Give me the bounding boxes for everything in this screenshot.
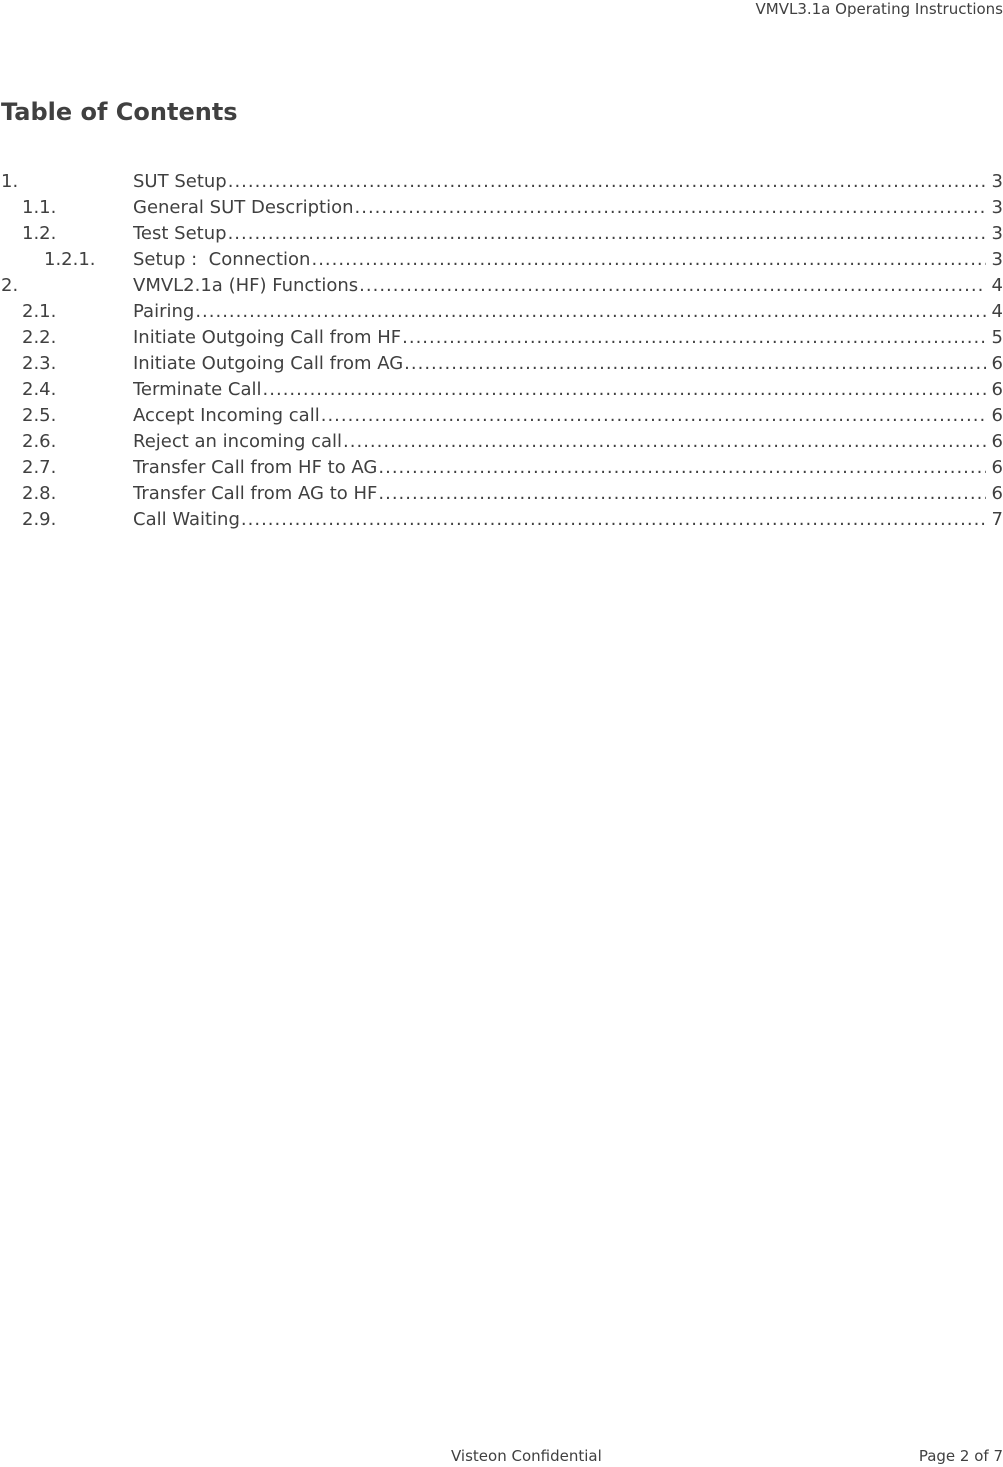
toc-entry[interactable] xyxy=(0,429,1003,455)
toc-dot-leader xyxy=(378,455,985,481)
toc-entry-text: Reject an incoming call xyxy=(133,431,343,452)
toc-entry-number: 2.9. xyxy=(22,509,57,530)
toc-entry-text: Test Setup xyxy=(133,223,227,244)
footer-confidential: Visteon Confidential xyxy=(451,1447,602,1465)
toc-entry-number: 1.2.1. xyxy=(44,249,96,270)
toc-entry-page: 3 xyxy=(991,223,1003,244)
toc-entry[interactable] xyxy=(0,247,1003,273)
toc-entry[interactable] xyxy=(0,195,1003,221)
toc-entry-text: Initiate Outgoing Call from HF xyxy=(133,327,402,348)
toc-entry-page: 6 xyxy=(991,457,1003,478)
toc-entry[interactable] xyxy=(0,169,1003,195)
toc-entry-text: Accept Incoming call xyxy=(133,405,320,426)
toc-entry-text: SUT Setup xyxy=(133,171,227,192)
toc-entry[interactable] xyxy=(0,507,1003,533)
toc-dot-leader xyxy=(378,481,985,507)
toc-entry[interactable] xyxy=(0,221,1003,247)
toc-entry-page: 4 xyxy=(991,275,1003,296)
toc-entry-text: VMVL2.1a (HF) Functions xyxy=(133,275,359,296)
toc-dot-leader xyxy=(404,351,985,377)
toc-dot-leader xyxy=(359,273,985,299)
toc-dot-leader xyxy=(355,195,986,221)
toc-entry-number: 2.4. xyxy=(22,379,57,400)
toc-dot-leader xyxy=(228,169,986,195)
toc-dot-leader xyxy=(241,507,986,533)
toc-entry[interactable] xyxy=(0,273,1003,299)
toc-entry-page: 7 xyxy=(991,509,1003,530)
toc-entry-number: 2.8. xyxy=(22,483,57,504)
toc-entry-number: 1.1. xyxy=(22,197,57,218)
toc-dot-leader xyxy=(195,299,985,325)
toc-entry-text: Transfer Call from AG to HF xyxy=(133,483,378,504)
toc-entry[interactable] xyxy=(0,481,1003,507)
footer-page-number: Page 2 of 7 xyxy=(918,1447,1003,1465)
toc-entry-number: 1.2. xyxy=(22,223,57,244)
toc-dot-leader xyxy=(311,247,985,273)
toc-entry-page: 5 xyxy=(991,327,1003,348)
toc-entry-page: 4 xyxy=(991,301,1003,322)
toc-entry-page: 3 xyxy=(991,171,1003,192)
toc-entry[interactable] xyxy=(0,403,1003,429)
toc-entry[interactable] xyxy=(0,299,1003,325)
toc-entry-page: 3 xyxy=(991,249,1003,270)
toc-entry-text: General SUT Description xyxy=(133,197,354,218)
toc-entry-text: Initiate Outgoing Call from AG xyxy=(133,353,404,374)
toc-entry-text: Setup : Connection xyxy=(133,249,311,270)
toc-entry-page: 6 xyxy=(991,379,1003,400)
toc-entry[interactable] xyxy=(0,351,1003,377)
toc-entry-number: 2.2. xyxy=(22,327,57,348)
toc-entry-text: Transfer Call from HF to AG xyxy=(133,457,378,478)
toc-entry-number: 2.5. xyxy=(22,405,57,426)
toc-entry-text: Pairing xyxy=(133,301,195,322)
toc-entry-page: 3 xyxy=(991,197,1003,218)
toc-dot-leader xyxy=(228,221,986,247)
toc-dot-leader xyxy=(263,377,986,403)
document-header-title: VMVL3.1a Operating Instructions xyxy=(755,0,1003,18)
toc-entry-number: 2.7. xyxy=(22,457,57,478)
toc-dot-leader xyxy=(402,325,985,351)
toc-entry-number: 2. xyxy=(1,275,19,296)
toc-entry-page: 6 xyxy=(991,431,1003,452)
toc-entry[interactable] xyxy=(0,377,1003,403)
toc-entry-number: 2.6. xyxy=(22,431,57,452)
toc-entry-number: 2.3. xyxy=(22,353,57,374)
toc-entry-page: 6 xyxy=(991,405,1003,426)
toc-entry[interactable] xyxy=(0,455,1003,481)
toc-dot-leader xyxy=(343,429,986,455)
toc-entry[interactable] xyxy=(0,325,1003,351)
table-of-contents xyxy=(0,169,1003,533)
toc-entry-text: Call Waiting xyxy=(133,509,240,530)
toc-dot-leader xyxy=(321,403,986,429)
toc-entry-text: Terminate Call xyxy=(133,379,262,400)
toc-entry-page: 6 xyxy=(991,483,1003,504)
toc-entry-number: 1. xyxy=(1,171,19,192)
toc-entry-number: 2.1. xyxy=(22,301,57,322)
toc-entry-page: 6 xyxy=(991,353,1003,374)
toc-title: Table of Contents xyxy=(1,98,238,126)
